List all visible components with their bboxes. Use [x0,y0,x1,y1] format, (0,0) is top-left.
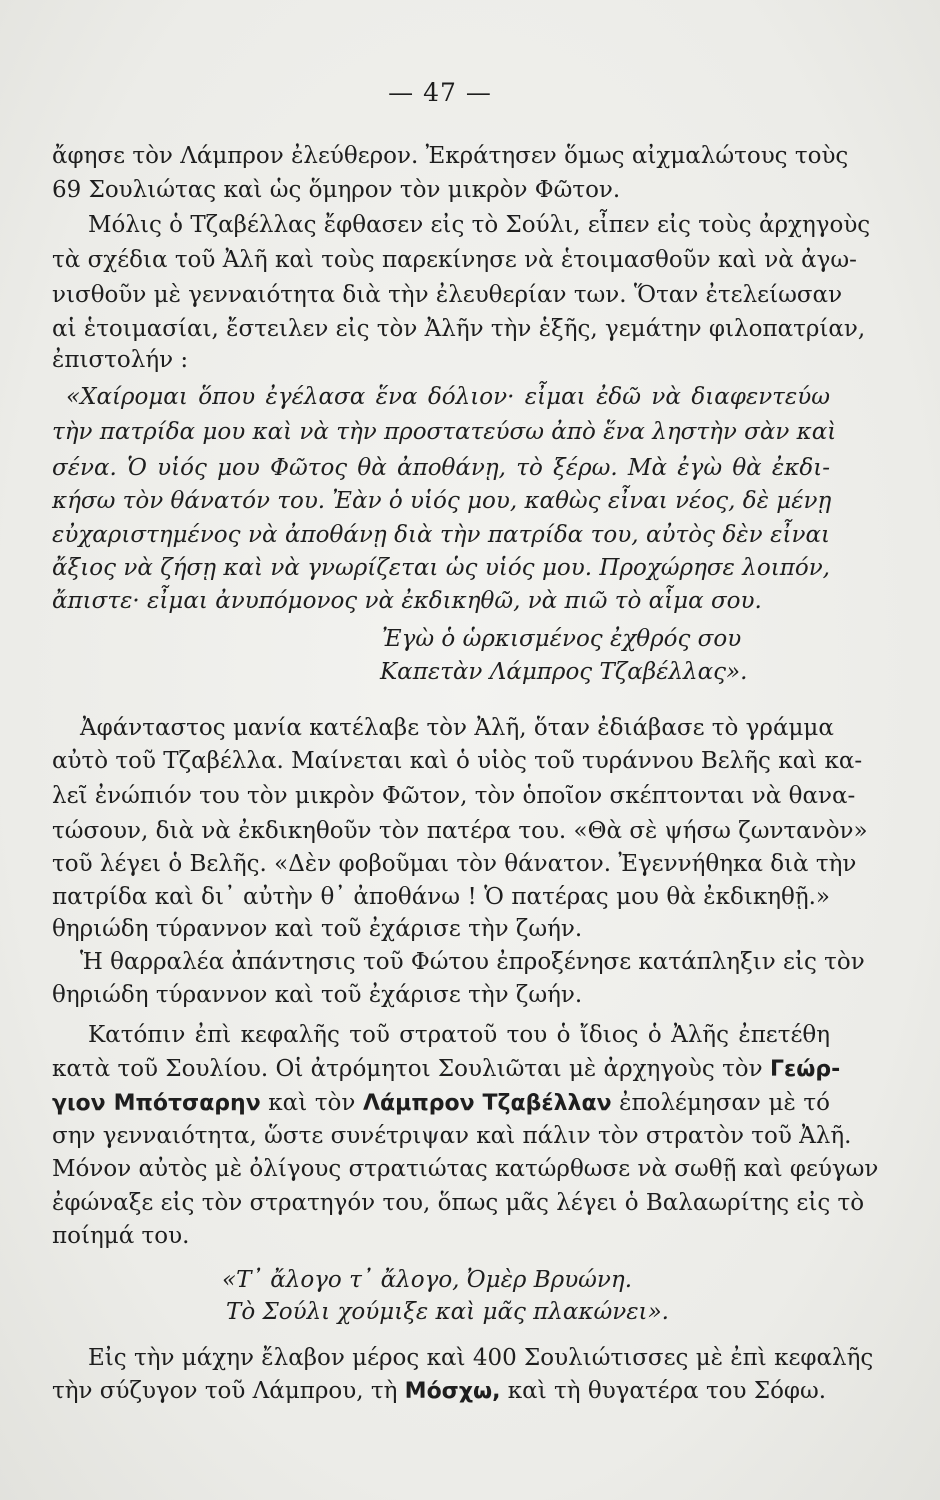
text-line: Ἀφάνταστος μανία κατέλαβε τὸν Ἀλῆ, ὅταν ἐδιάβασε τὸ γράμμα [80,715,834,741]
text-span: καὶ τὴ θυγατέρα του Σόφω. [500,1378,827,1404]
text-span: κατὰ τοῦ Σουλίου. Οἱ ἀτρόμητοι Σουλιῶται μὲ ἀρχηγοὺς τὸν [52,1056,770,1082]
text-line: 69 Σουλιώτας καὶ ὡς ὅμηρον τὸν μικρὸν Φῶτον. [52,177,621,203]
text-line: πατρίδα καὶ δι᾿ αὐτὴν θ᾿ ἀποθάνω ! Ὁ πατέρας μου θὰ ἐκδικηθῇ.» [52,884,830,910]
text-line: λεῖ ἐνώπιόν του τὸν μικρὸν Φῶτον, τὸν ὁποῖον σκέπτονται νὰ θανα- [52,783,856,809]
text-line: θηριώδη τύραννον καὶ τοῦ ἐχάρισε τὴν ζωήν. [52,916,583,942]
bold-name: Μόσχω, [404,1379,501,1404]
text-line: σην γενναιότητα, ὥστε συνέτριψαν καὶ πάλιν τὸν στρατὸν τοῦ Ἀλῆ. [52,1123,852,1149]
text-line: τὰ σχέδια τοῦ Ἀλῆ καὶ τοὺς παρεκίνησε νὰ ἑτοιμασθοῦν καὶ νὰ ἀγω- [52,247,857,273]
text-line: Κατόπιν ἐπὶ κεφαλῆς τοῦ στρατοῦ του ὁ ἴδιος ὁ Ἀλῆς ἐπετέθη [88,1022,830,1048]
text-line: ἐπιστολήν : [52,347,189,373]
bold-name: Γεώρ- [769,1057,841,1082]
letter-line: εὐχαριστημένος νὰ ἀποθάνῃ διὰ τὴν πατρίδα του, αὐτὸς δὲν εἶναι [52,522,830,548]
verse-line: «Τ᾿ ἄλογο τ᾿ ἄλογο, Ὀμὲρ Βρυώνη. [222,1267,633,1293]
text-line: Εἰς τὴν μάχην ἔλαβον μέρος καὶ 400 Σουλιώτισσες μὲ ἐπὶ κεφαλῆς [88,1345,874,1371]
text-line: ποίημά του. [52,1223,190,1249]
bold-name: γιον Μπότσαρην [52,1091,261,1116]
text-span: τὴν σύζυγον τοῦ Λάμπρου, τὴ [52,1378,405,1404]
text-line: αὐτὸ τοῦ Τζαβέλλα. Μαίνεται καὶ ὁ υἱὸς τοῦ τυράννου Βελῆς καὶ κα- [52,748,863,774]
text-line: Ἡ θαρραλέα ἀπάντησις τοῦ Φώτου ἐπροξένησε κατάπληξιν εἰς τὸν [80,949,865,975]
text-line: τώσουν, διὰ νὰ ἐκδικηθοῦν τὸν πατέρα του. «Θὰ σὲ ψήσω ζωντανὸν» [52,818,868,844]
text-line: ἄφησε τὸν Λάμπρον ἐλεύθερον. Ἐκράτησεν ὅμως αἰχμαλώτους τοὺς [52,143,849,169]
letter-line: σένα. Ὁ υἱός μου Φῶτος θὰ ἀποθάνῃ, τὸ ξέρω. Μὰ ἐγὼ θὰ ἐκδι- [52,455,830,481]
text-line: θηριώδη τύραννον καὶ τοῦ ἐχάρισε τὴν ζωήν. [52,982,583,1008]
letter-line: «Χαίρομαι ὅπου ἐγέλασα ἕνα δόλιον· εἶμαι ἐδῶ νὰ διαφεντεύω [66,384,830,410]
verse-line: Τὸ Σούλι χούμιξε καὶ μᾶς πλακώνει». [226,1299,669,1325]
text-span: ἐπολέμησαν μὲ τό [611,1090,830,1116]
text-line: νισθοῦν μὲ γενναιότητα διὰ τὴν ἐλευθερίαν των. Ὅταν ἐτελείωσαν [52,282,843,308]
letter-line: ἄξιος νὰ ζήσῃ καὶ νὰ γνωρίζεται ὡς υἱός μου. Προχώρησε λοιπόν, [52,555,830,581]
bold-name: Λάμπρον Τζαβέλλαν [362,1091,612,1116]
letter-line: ἄπιστε· εἶμαι ἀνυπόμονος νὰ ἐκδικηθῶ, νὰ πιῶ τὸ αἷμα σου. [52,588,762,614]
text-line: τοῦ λέγει ὁ Βελῆς. «Δὲν φοβοῦμαι τὸν θάνατον. Ἐγεννήθηκα διὰ τὴν [52,851,857,877]
letter-line: τὴν πατρίδα μου καὶ νὰ τὴν προστατεύσω ἀπὸ ἕνα ληστὴν σὰν καὶ [52,419,837,445]
letter-line: κήσω τὸν θάνατόν του. Ἐὰν ὁ υἱός μου, καθὼς εἶναι νέος, δὲ μένῃ [52,488,832,514]
letter-signature-line: Καπετὰν Λάμπρος Τζαβέλλας». [380,659,748,685]
text-line: Μόνον αὐτὸς μὲ ὀλίγους στρατιώτας κατώρθωσε νὰ σωθῇ καὶ φεύγων [52,1156,879,1182]
text-line-with-bold [52,1053,841,1085]
text-line-with-bold [52,1375,830,1407]
text-line: Μόλις ὁ Τζαβέλλας ἔφθασεν εἰς τὸ Σούλι, εἶπεν εἰς τοὺς ἀρχηγοὺς [88,212,871,238]
text-line: αἱ ἑτοιμασίαι, ἔστειλεν εἰς τὸν Ἀλῆν τὴν ἑξῆς, γεμάτην φιλοπατρίαν, [52,316,866,342]
text-line: ἐφώναξε εἰς τὸν στρατηγόν του, ὅπως μᾶς λέγει ὁ Βαλαωρίτης εἰς τὸ [52,1190,865,1216]
text-line-with-bold [52,1087,830,1119]
page-number: — 47 — [388,78,492,107]
letter-signature-line: Ἐγὼ ὁ ὡρκισμένος ἐχθρός σου [382,626,742,652]
text-span: καὶ τὸν [260,1090,363,1116]
